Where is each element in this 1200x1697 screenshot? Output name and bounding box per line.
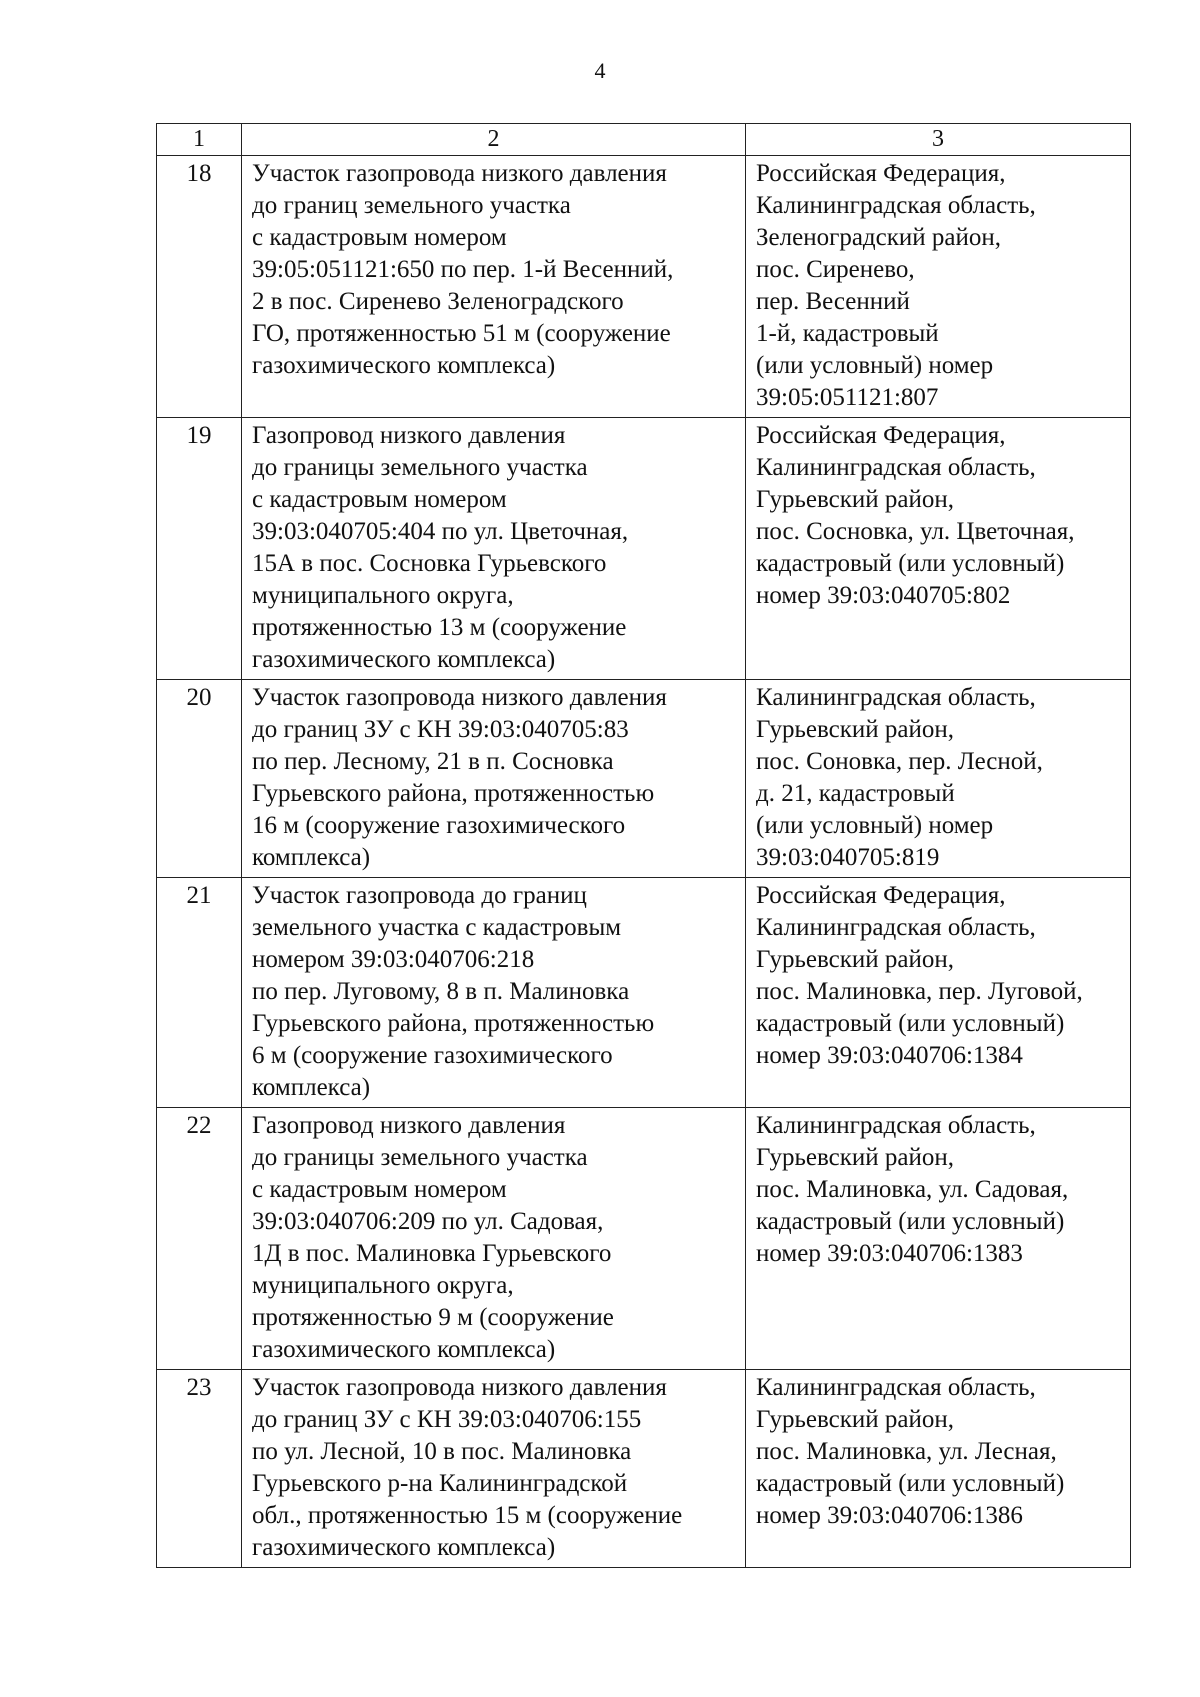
address-line: номер 39:03:040705:802 [756, 582, 1011, 609]
address-line: Зеленоградский район, [756, 224, 1001, 251]
description-line: до границ ЗУ с КН 39:03:040706:155 [252, 1406, 642, 1433]
address-line: Калининградская область, [756, 1112, 1036, 1139]
description-line: газохимического комплекса) [252, 1534, 556, 1561]
description-line: Газопровод низкого давления [252, 422, 566, 449]
address-line: номер 39:03:040706:1386 [756, 1502, 1023, 1529]
description-line: газохимического комплекса) [252, 352, 556, 379]
table-row [157, 1108, 1131, 1370]
description-line: по ул. Лесной, 10 в пос. Малиновка [252, 1438, 632, 1465]
table-row [157, 418, 1131, 680]
description-line: Участок газопровода низкого давления [252, 1374, 667, 1401]
address-line: Калининградская область, [756, 684, 1036, 711]
table-row [157, 680, 1131, 878]
address-line: 1-й, кадастровый [756, 320, 939, 347]
column-header: 3 [746, 124, 1131, 156]
address-line: пос. Сосновка, ул. Цветочная, [756, 518, 1075, 545]
object-description [242, 878, 746, 1108]
object-description [242, 1108, 746, 1370]
page-number: 4 [594, 58, 606, 83]
address-line: Российская Федерация, [756, 160, 1006, 187]
description-line: газохимического комплекса) [252, 646, 556, 673]
object-address [746, 156, 1131, 418]
row-number: 23 [157, 1370, 242, 1568]
description-line: Гурьевского района, протяженностью [252, 1010, 655, 1037]
description-line: комплекса) [252, 1074, 371, 1101]
address-line: кадастровый (или условный) [756, 1208, 1065, 1235]
address-line: Российская Федерация, [756, 882, 1006, 909]
table-header-row [157, 124, 1131, 156]
address-line: (или условный) номер [756, 812, 994, 839]
description-line: Участок газопровода низкого давления [252, 684, 667, 711]
address-line: (или условный) номер [756, 352, 994, 379]
description-line: номером 39:03:040706:218 [252, 946, 535, 973]
address-line: кадастровый (или условный) [756, 1010, 1065, 1037]
table-body [157, 156, 1131, 1568]
description-line: муниципального округа, [252, 1272, 514, 1299]
row-number: 19 [157, 418, 242, 680]
description-line: Гурьевского района, протяженностью [252, 780, 655, 807]
description-line: 6 м (сооружение газохимического [252, 1042, 613, 1069]
column-header: 2 [242, 124, 746, 156]
description-line: с кадастровым номером [252, 486, 507, 513]
object-address [746, 878, 1131, 1108]
address-line: номер 39:03:040706:1384 [756, 1042, 1023, 1069]
description-line: Гурьевского р-на Калининградской [252, 1470, 628, 1497]
description-line: Участок газопровода низкого давления [252, 160, 667, 187]
description-line: 39:03:040705:404 по ул. Цветочная, [252, 518, 629, 545]
address-line: пос. Малиновка, ул. Лесная, [756, 1438, 1057, 1465]
description-line: до границы земельного участка [252, 1144, 588, 1171]
description-line: 16 м (сооружение газохимического [252, 812, 626, 839]
object-address [746, 680, 1131, 878]
objects-table [156, 123, 1131, 1568]
address-line: Гурьевский район, [756, 1144, 955, 1171]
description-line: до границы земельного участка [252, 454, 588, 481]
address-line: Калининградская область, [756, 914, 1036, 941]
row-number: 22 [157, 1108, 242, 1370]
address-line: Калининградская область, [756, 1374, 1036, 1401]
object-description [242, 1370, 746, 1568]
description-line: 39:05:051121:650 по пер. 1-й Весенний, [252, 256, 674, 283]
description-line: протяженностью 9 м (сооружение [252, 1304, 614, 1331]
description-line: Газопровод низкого давления [252, 1112, 566, 1139]
description-line: Участок газопровода до границ [252, 882, 587, 909]
object-address [746, 1370, 1131, 1568]
description-line: 39:03:040706:209 по ул. Садовая, [252, 1208, 604, 1235]
description-line: с кадастровым номером [252, 1176, 507, 1203]
description-line: до границ земельного участка [252, 192, 571, 219]
object-description [242, 156, 746, 418]
table-row [157, 156, 1131, 418]
address-line: д. 21, кадастровый [756, 780, 955, 807]
description-line: до границ ЗУ с КН 39:03:040705:83 [252, 716, 629, 743]
description-line: по пер. Луговому, 8 в п. Малиновка [252, 978, 630, 1005]
description-line: комплекса) [252, 844, 371, 871]
address-line: номер 39:03:040706:1383 [756, 1240, 1023, 1267]
row-number: 20 [157, 680, 242, 878]
description-line: с кадастровым номером [252, 224, 507, 251]
address-line: Гурьевский район, [756, 1406, 955, 1433]
description-line: обл., протяженностью 15 м (сооружение [252, 1502, 683, 1529]
description-line: земельного участка с кадастровым [252, 914, 622, 941]
description-line: протяженностью 13 м (сооружение [252, 614, 627, 641]
address-line: пер. Весенний [756, 288, 910, 315]
description-line: ГО, протяженностью 51 м (сооружение [252, 320, 671, 347]
address-line: пос. Малиновка, пер. Луговой, [756, 978, 1083, 1005]
description-line: 1Д в пос. Малиновка Гурьевского [252, 1240, 612, 1267]
address-line: Гурьевский район, [756, 946, 955, 973]
object-address [746, 1108, 1131, 1370]
row-number: 21 [157, 878, 242, 1108]
description-line: муниципального округа, [252, 582, 514, 609]
row-number: 18 [157, 156, 242, 418]
object-address [746, 418, 1131, 680]
object-description [242, 680, 746, 878]
table-row [157, 1370, 1131, 1568]
description-line: 2 в пос. Сиренево Зеленоградского [252, 288, 624, 315]
address-line: пос. Малиновка, ул. Садовая, [756, 1176, 1069, 1203]
address-line: пос. Соновка, пер. Лесной, [756, 748, 1043, 775]
description-line: по пер. Лесному, 21 в п. Сосновка [252, 748, 614, 775]
column-header: 1 [157, 124, 242, 156]
address-line: Калининградская область, [756, 192, 1036, 219]
description-line: газохимического комплекса) [252, 1336, 556, 1363]
object-description [242, 418, 746, 680]
address-line: пос. Сиренево, [756, 256, 915, 283]
address-line: Калининградская область, [756, 454, 1036, 481]
address-line: кадастровый (или условный) [756, 1470, 1065, 1497]
description-line: 15А в пос. Сосновка Гурьевского [252, 550, 607, 577]
table-row [157, 878, 1131, 1108]
address-line: Гурьевский район, [756, 486, 955, 513]
address-line: кадастровый (или условный) [756, 550, 1065, 577]
address-line: 39:05:051121:807 [756, 384, 939, 411]
address-line: Гурьевский район, [756, 716, 955, 743]
address-line: Российская Федерация, [756, 422, 1006, 449]
address-line: 39:03:040705:819 [756, 844, 940, 871]
